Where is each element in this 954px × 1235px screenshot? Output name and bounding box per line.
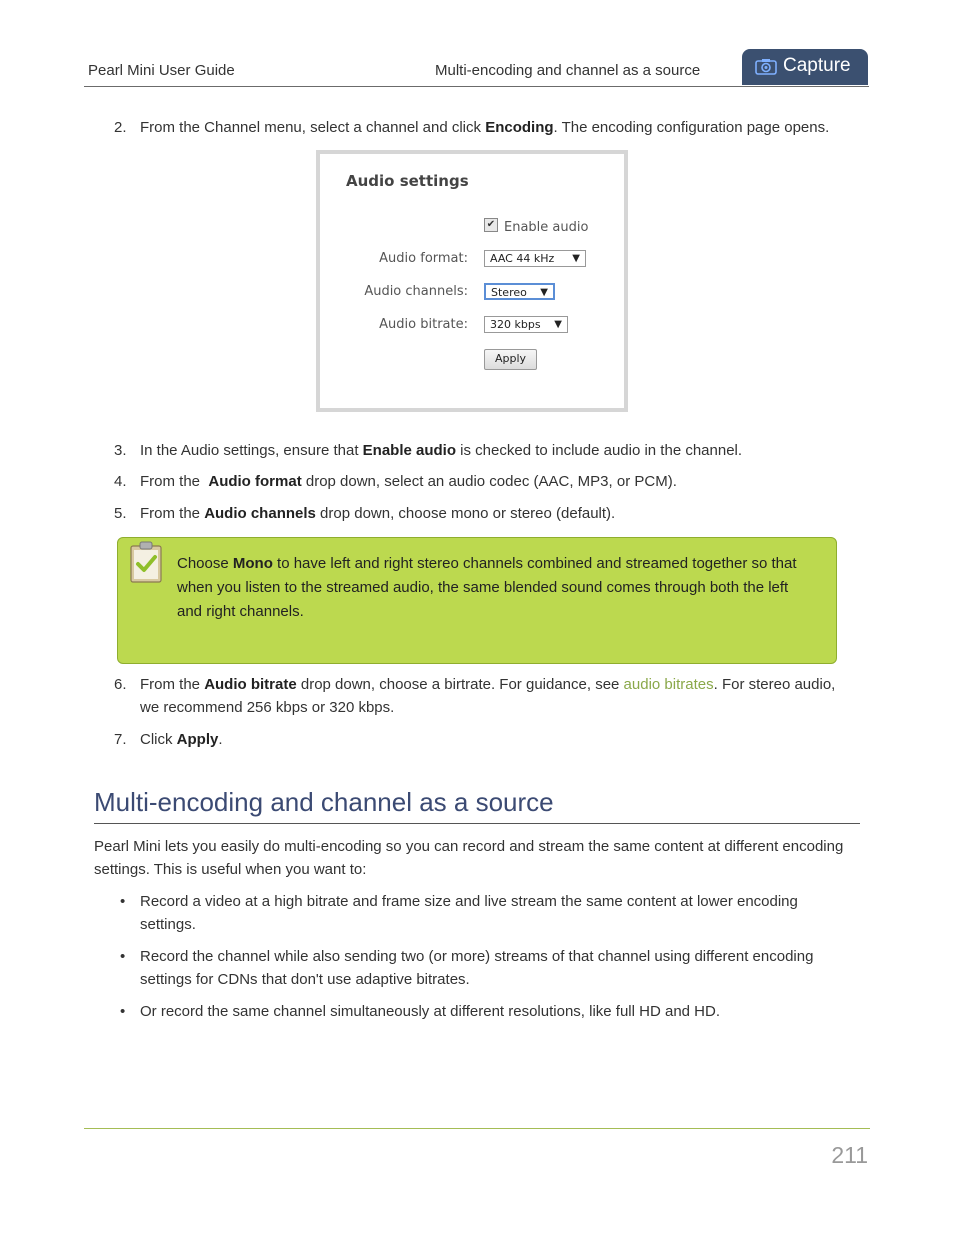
tip-text xyxy=(177,552,817,624)
step-text-bold: Encoding xyxy=(485,119,554,136)
audio-settings-title: Audio settings xyxy=(346,172,469,190)
step-number: 6. xyxy=(114,676,127,693)
bullet-text: Record the channel while also sending two (or more) streams of that channel using different encoding settings for CDNs that don't use adaptive bitrates. xyxy=(140,948,814,988)
chevron-down-icon: ▼ xyxy=(572,253,580,264)
step-text-bold: Apply xyxy=(176,731,219,748)
audio-channels-select[interactable] xyxy=(484,283,555,300)
step-text-post: drop down, choose mono or stereo (default). xyxy=(315,505,616,522)
audio-bitrate-value: 320 kbps xyxy=(490,318,541,331)
audio-format-select[interactable] xyxy=(484,250,586,267)
footer-divider xyxy=(84,1128,870,1129)
audio-settings-screenshot xyxy=(316,150,628,412)
chevron-down-icon: ▼ xyxy=(554,319,562,330)
step-text-pre: In the Audio settings, ensure that xyxy=(140,442,363,459)
step-text-post: . For stereo audio, we recommend 256 kbps or 320 kbps. xyxy=(140,676,836,716)
bullet-text: Record a video at a high bitrate and frame size and live stream the same content at lower encoding settings. xyxy=(140,893,798,933)
page-number: 211 xyxy=(831,1142,868,1168)
header-divider xyxy=(84,86,869,87)
section-heading-rule xyxy=(94,823,860,824)
step-text xyxy=(140,439,855,462)
step-text-pre: From the xyxy=(140,505,205,522)
audio-bitrate-select[interactable] xyxy=(484,316,568,333)
step-text-bold: Audio bitrate xyxy=(204,676,297,693)
apply-button[interactable]: Apply xyxy=(484,349,537,370)
step-text xyxy=(140,728,855,751)
step-text xyxy=(140,116,855,139)
step-text-bold: Audio format xyxy=(208,473,302,490)
tip-text-post: to have left and right stereo channels combined and streamed together so that when you listen to the streamed audio, the same blended sound comes through both the left and right channels. xyxy=(177,555,797,620)
enable-audio-checkbox[interactable]: ✔ xyxy=(484,218,498,232)
section-heading: Multi-encoding and channel as a source xyxy=(94,787,554,817)
section-intro: Pearl Mini lets you easily do multi-encoding so you can record and stream the same content at different encoding settings. This is useful when you want to: xyxy=(94,838,844,878)
tip-callout xyxy=(117,537,837,664)
chevron-down-icon: ▼ xyxy=(540,287,548,298)
step-text-bold: Audio channels xyxy=(204,505,316,522)
audio-format-value: AAC 44 kHz xyxy=(490,252,555,265)
audio-channels-value: Stereo xyxy=(491,286,527,299)
step-text-post: drop down, select an audio codec (AAC, MP3, or PCM). xyxy=(301,473,677,490)
enable-audio-label: Enable audio xyxy=(504,220,589,235)
bullet-text: Or record the same channel simultaneously at different resolutions, like full HD and HD. xyxy=(140,1003,720,1020)
capture-tab[interactable] xyxy=(742,49,868,85)
step-text-post: . xyxy=(218,731,223,748)
tip-text-bold: Mono xyxy=(232,555,273,572)
bullet-dot: • xyxy=(120,1003,126,1020)
step-text xyxy=(140,673,855,719)
step-text-post: is checked to include audio in the channel. xyxy=(456,442,743,459)
step-text-mid: drop down, choose a birtrate. For guidance, see xyxy=(296,676,624,693)
guide-title: Pearl Mini User Guide xyxy=(88,62,235,79)
step-text-pre: From the xyxy=(140,676,205,693)
audio-bitrates-link[interactable]: audio bitrates xyxy=(623,676,714,693)
step-text-pre: From the xyxy=(140,473,209,490)
step-text-pre: Click xyxy=(140,731,177,748)
step-text-pre: From the Channel menu, select a channel and click xyxy=(140,119,486,136)
bullet-dot: • xyxy=(120,948,126,965)
step-text xyxy=(140,470,855,493)
step-number: 7. xyxy=(114,731,127,748)
camera-icon xyxy=(755,58,777,75)
tip-text-pre: Choose xyxy=(177,555,233,572)
step-number: 4. xyxy=(114,473,127,490)
step-number: 5. xyxy=(114,505,127,522)
step-text xyxy=(140,502,855,525)
audio-channels-label: Audio channels: xyxy=(364,284,468,299)
running-section-title: Multi-encoding and channel as a source xyxy=(435,62,701,79)
clipboard-check-icon xyxy=(130,541,162,583)
step-text-post: . The encoding configuration page opens. xyxy=(553,119,830,136)
audio-format-label: Audio format: xyxy=(379,251,468,266)
capture-tab-label: Capture xyxy=(783,55,851,76)
step-text-bold: Enable audio xyxy=(362,442,457,459)
bullet-dot: • xyxy=(120,893,126,910)
step-number: 3. xyxy=(114,442,127,459)
audio-bitrate-label: Audio bitrate: xyxy=(379,317,468,332)
step-number: 2. xyxy=(114,119,127,136)
